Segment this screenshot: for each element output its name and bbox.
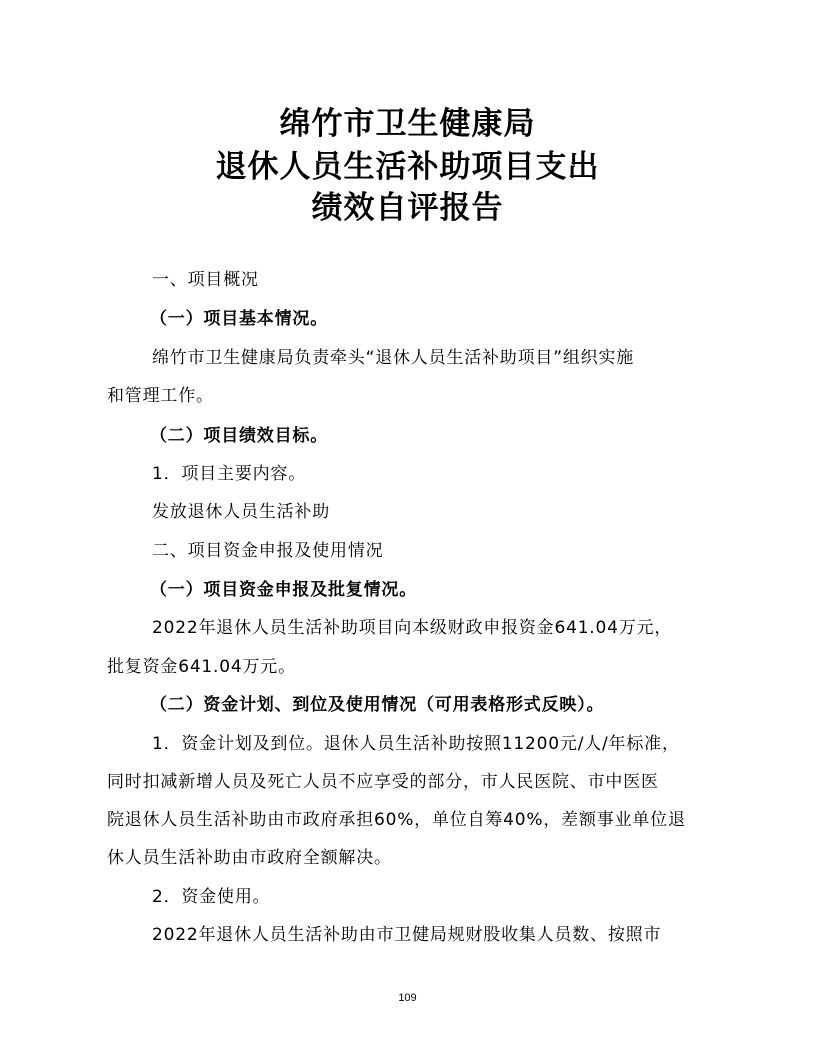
paragraph-2-line-2: 批复资金641.04万元。: [107, 657, 296, 677]
doc-title-line-2: 退休人员生活补助项目支出: [215, 149, 600, 185]
list-item-1-text: 发放退休人员生活补助: [152, 502, 330, 522]
paragraph-3-line-1: 1．资金计划及到位。退休人员生活补助按照11200元/人/年标准，: [152, 734, 680, 754]
paragraph-1-line-1: 绵竹市卫生健康局负责牵头“退休人员生活补助项目”组织实施: [152, 348, 635, 368]
list-item-1: 1．项目主要内容。: [152, 464, 307, 484]
page-number: 109: [398, 992, 417, 1004]
list-item-2: 2．资金使用。: [152, 887, 271, 907]
subsection-heading-2-2: （二）资金计划、到位及使用情况（可用表格形式反映）。: [150, 695, 605, 715]
paragraph-3-line-2: 同时扣减新增人员及死亡人员不应享受的部分，市人民医院、市中医医: [107, 772, 659, 792]
paragraph-3-line-4: 休人员生活补助由市政府全额解决。: [107, 848, 392, 868]
doc-title-line-3: 绩效自评报告: [311, 190, 504, 226]
paragraph-2-line-1: 2022年退休人员生活补助项目向本级财政申报资金641.04万元，: [152, 618, 673, 638]
section-heading-1: 一、项目概况: [152, 270, 259, 290]
paragraph-3-line-3: 院退休人员生活补助由市政府承担60%，单位自筹40%，差额事业单位退: [107, 810, 686, 830]
paragraph-4-line-1: 2022年退休人员生活补助由市卫健局规财股收集人员数、按照市: [152, 925, 662, 945]
subsection-heading-1-1: （一）项目基本情况。: [150, 309, 328, 329]
subsection-heading-2-1: （一）项目资金申报及批复情况。: [150, 580, 417, 600]
paragraph-1-line-2: 和管理工作。: [107, 386, 214, 406]
doc-title-line-1: 绵竹市卫生健康局: [279, 106, 536, 142]
subsection-heading-1-2: （二）项目绩效目标。: [150, 426, 328, 446]
section-heading-2: 二、项目资金申报及使用情况: [152, 541, 384, 561]
